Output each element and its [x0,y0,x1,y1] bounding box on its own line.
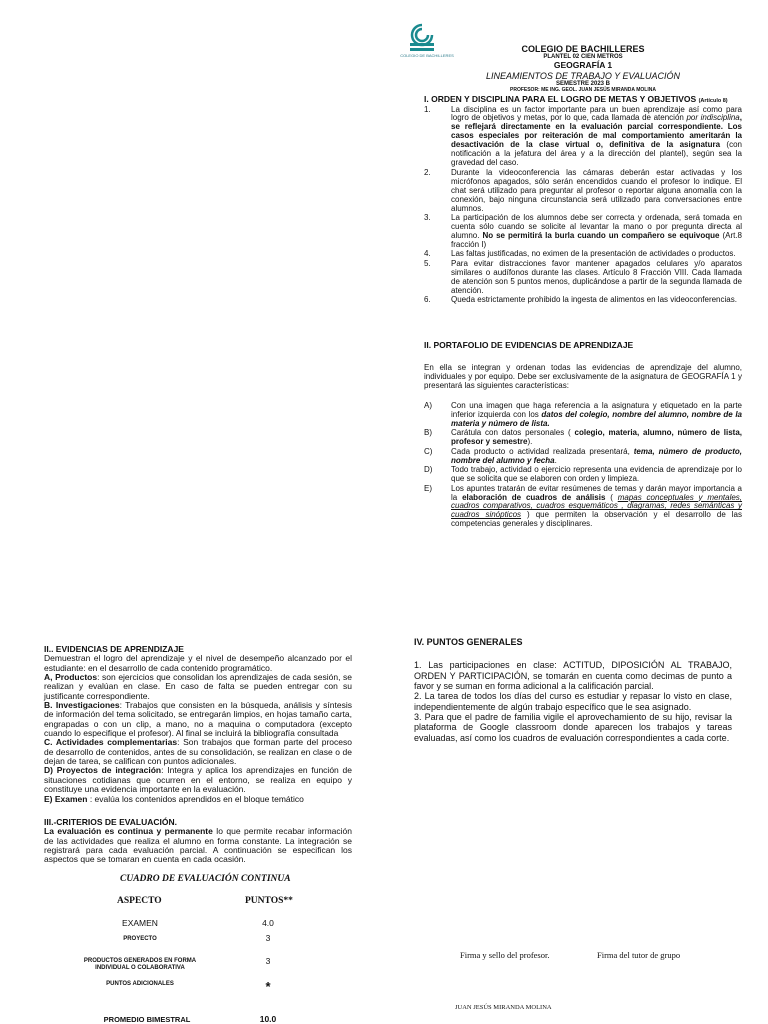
list-item: B) Carátula con datos personales ( colegio, materia, alumno, número de lista, profesor y semestre). [424,428,742,447]
list-item: E) Los apuntes tratarán de evitar resúmenes de temas y darán mayor importancia a la elaboración de cuadros de análisis ( mapas conceptuales y mentales, cuadros comparativos, cuadros esquemáticos , diagramas, redes semánticas y cuadros sinópticos ) que permiten la observación y el desarrollo de las competencias generales y disciplinares. [424,483,743,529]
total-label: PROMEDIO BIMESTRAL [103,1015,191,1024]
professor-signature-label: Firma y sello del profesor. [460,950,550,960]
col-points: PUNTOS** [245,896,293,906]
list-item: 1. Las participaciones en clase: ACTITUD, DIPOSICIÓN AL TRABAJO, ORDEN Y PARTICIPACIÓN, se tomarán en cuenta como decimas de punto a favor y se suman en forma adicional a la calificación parcial. [414,660,732,692]
professor: PROFESOR: ME ING. GEOL. JUAN JESÚS MIRANDA MOLINA [510,87,656,93]
college-name: COLEGIO DE BACHILLERES [521,44,645,54]
section-4-text: La evaluación es continua y permanente lo que permite recabar información de las actividades que realiza el alumno en forma constante. La integración se registrará para cada evaluación parcial. A continuación se especifican los aspectos que se tomaran en cuenta en cada ocasión. [44,826,352,865]
list-item: A) Con una imagen que haga referencia a la asignatura y etiquetado en la parte inferior izquierda con los datos del colegio, nombre del alumno, nombre de la materia y número de lista. [424,401,743,428]
section-1-title: I. ORDEN Y DISCIPLINA PARA EL LOGRO DE METAS Y OBJETIVOS (Artículo 8) [424,94,728,104]
section-1 [424,95,742,305]
list-item: 2. La tarea de todos los días del curso es estudiar y repasar lo visto en clase, independientemente de algún trabajo específico que le sea asignado. [414,691,732,712]
eval-table-title: CUADRO DE EVALUACIÓN CONTINUA [120,874,291,884]
list-item: C) Cada producto o actividad realizada presentará, tema, número de producto, nombre del alumno y fecha. [424,446,742,465]
list-item: A, Productos: son ejercicios que consolidan los aprendizajes de cada sesión, se realizan y evalúan en clase. En caso de falta se pueden entregar con su justificante correspondiente. [44,672,352,701]
plantel: PLANTEL 02 CIEN METROS [543,54,623,60]
section-5-title: IV. PUNTOS GENERALES [414,637,523,647]
section-4-title: III.-CRITERIOS DE EVALUACIÓN. [44,817,178,827]
subject: GEOGRAFÍA 1 [553,60,613,70]
list-item: 5. Para evitar distracciones favor mantener apagados celulares y/o aparatos similares o audífonos durante las clases. Artículo 8 Fracción VIII. Cada llamada de atención son 5 puntos menos, duplicándose a partir de la segunda llamada de atención. [424,258,742,295]
table-row-points: 4.0 [262,918,274,928]
tutor-signature-label: Firma del tutor de grupo [597,950,681,960]
section-3-intro: Demuestran el logro del aprendizaje y el nivel de desempeño alcanzado por el estudiante: en el desarrollo de cada contenido programático. [44,653,352,673]
list-item: C. Actividades complementarias: Son trabajos que forman parte del proceso de desarrollo de contenidos, antes de su consolidación, se realizan en clase o de dejan de tarea, se califican con puntos adicionales. [44,737,352,767]
section-4 [44,818,352,865]
list-item: 6. Queda estrictamente prohibido la ingesta de alimentos en las videoconferencias. [424,295,737,305]
section-2-intro: En ella se integran y ordenan todas las evidencias de aprendizaje del alumno, individuales y por equipo. Debe ser exclusivamente de la asignatura de GEOGRAFÍA 1 y presentará las siguientes características: [424,363,742,390]
professor-name: JUAN JESÚS MIRANDA MOLINA [455,1004,552,1011]
section-2-title: II. PORTAFOLIO DE EVIDENCIAS DE APRENDIZAJE [424,340,634,350]
col-aspect: ASPECTO [117,896,162,906]
table-row-aspect: PUNTOS ADICIONALES [106,981,174,987]
section-3-title: II.. EVIDENCIAS DE APRENDIZAJE [44,644,184,654]
list-item: 3. La participación de los alumnos debe ser correcta y ordenada, será tomada en cuenta sólo cuando se solicite al levantar la mano o por pregunta directa al alumno. No se permitirá la burla cuando un compañero se equivoque (Art.8 fracción I) [424,212,742,249]
table-row-points: * [265,979,271,994]
section-3 [44,645,352,804]
section-5 [414,637,732,743]
list-item: 1. La disciplina es un factor importante para un buen aprendizaje así como para logro de objetivos y metas, por lo que, cada llamada de atención por indisciplina, se reflejará directamente en la evaluación parcial correspondiente. Los casos especiales por reiteración de mal comportamiento ameritarán la desactivación de la clase virtual o, definitiva de la asignatura (con notificación a la jefatura del área y a la dirección del plantel), según sea la gravedad del caso. [424,104,742,168]
semester: SEMESTRE 2023 B [555,81,611,87]
list-item: D) Proyectos de integración: Integra y aplica los aprendizajes en función de situaciones cotidianas que ocurren en el entorno, se realiza en equipo y constituye una evidencia importante en la evaluación. [44,765,353,795]
table-row-points: 3 [265,956,271,966]
table-row-aspect: PROYECTO [123,936,157,942]
table-row-aspect: PRODUCTOS GENERADOS EN FORMA INDIVIDUAL O COLABORATIVA [83,958,197,971]
list-item: 2. Durante la videoconferencia las cámaras deberán estar activadas y los micrófonos apagados, sólo serán encendidos cuando el profesor lo indique. El chat será utilizado para preguntar al profesor o reportar alguna anomalía con la conexión, bajo ninguna circunstancia será utilizado para conversaciones entre alumnos. [424,167,742,213]
doc-title: LINEAMIENTOS DE TRABAJO Y EVALUACIÓN [485,71,681,81]
total-points: 10.0 [259,1014,277,1024]
table-row-points: 3 [265,933,271,943]
list-item: 3. Para que el padre de familia vigile el aprovechamiento de su hijo, revisar la plataforma de Google classroom donde aparecen los trabajos y tareas evaluadas, así como los cuadros de evaluación correspondientes a cada corte. [414,712,732,743]
section-2-list [424,402,742,530]
logo-text: COLEGIO DE BACHILLERES [400,53,454,58]
list-item: 4. Las faltas justificadas, no eximen de la presentación de actividades o productos. [424,249,736,259]
list-item: E) Examen : evalúa los contenidos aprendidos en el bloque temático [44,793,304,804]
list-item: B. Investigaciones: Trabajos que consisten en la búsqueda, análisis y síntesis de información del tema solicitado, se entregarán limpios, en hojas tamaño carta, engrapadas o con un clip, a mano, no a maquina o computadora (excepto cuando lo especifique el profesor). Al final se incluirá la bibliografía consultada [44,700,352,739]
list-item: D) Todo trabajo, actividad o ejercicio representa una evidencia de aprendizaje por lo que se solicita que se elaboren con orden y limpieza. [424,465,742,484]
table-row-aspect: EXAMEN [122,918,158,928]
